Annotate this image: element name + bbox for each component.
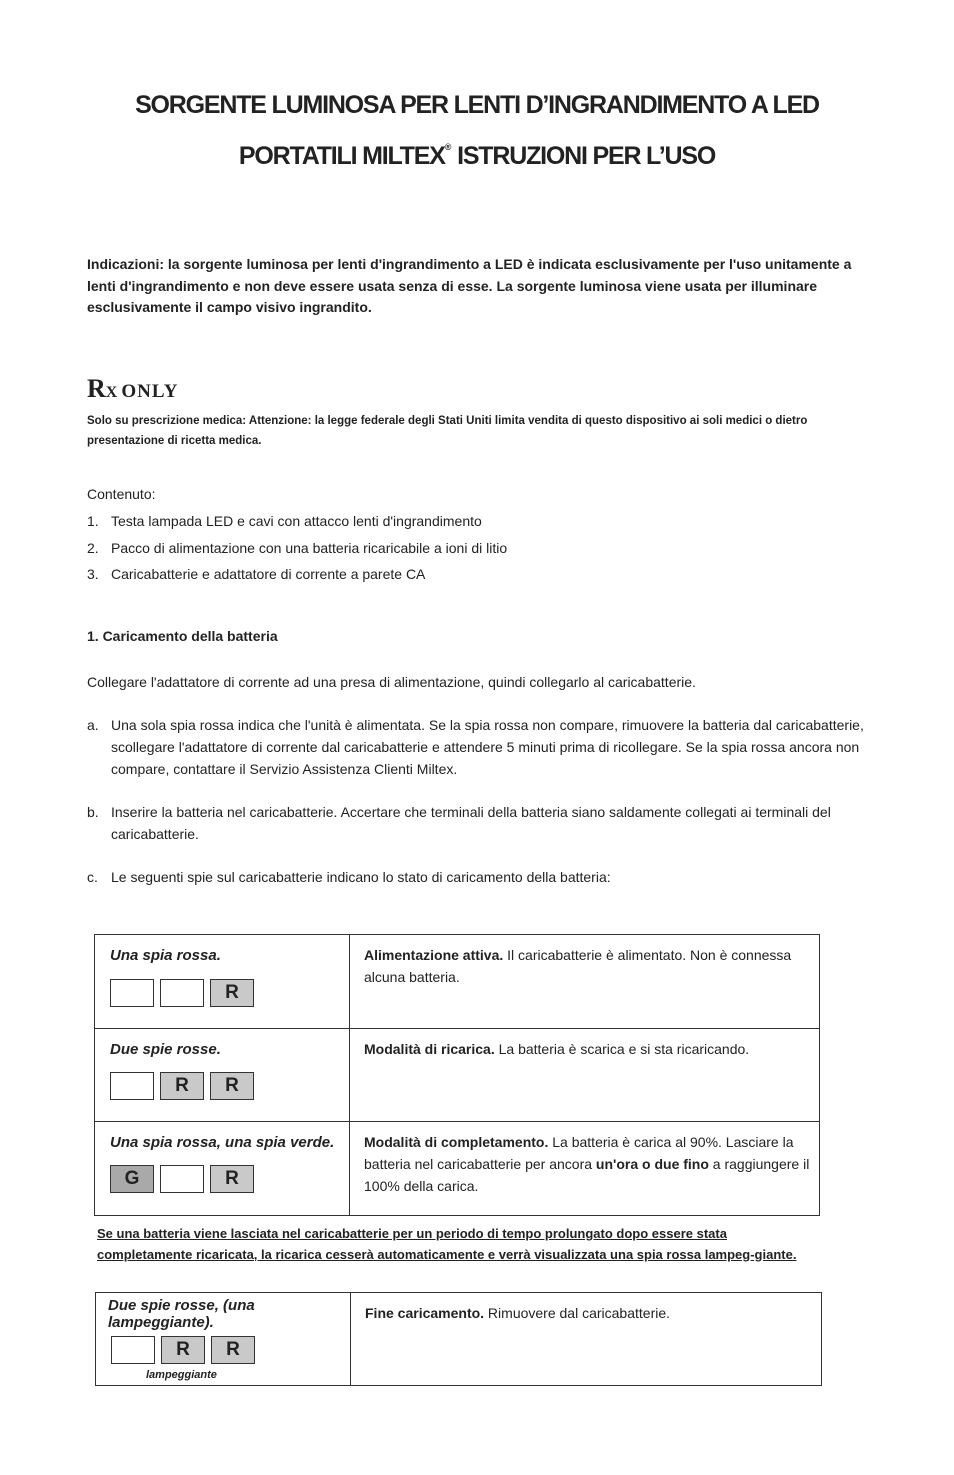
charger-status-table — [94, 934, 820, 1216]
led-indicator-group — [111, 1336, 255, 1364]
state-cell — [95, 935, 350, 1029]
document-title — [60, 84, 894, 177]
rx-only-heading — [87, 374, 179, 404]
list-item — [87, 510, 867, 537]
led-indicator-red: R — [160, 1072, 204, 1100]
section-heading-charging: 1. Caricamento della batteria — [87, 628, 278, 644]
led-indicator-group — [110, 979, 254, 1007]
led-indicator-red: R — [210, 979, 254, 1007]
status-description-emphasis: un'ora o due fino — [595, 1156, 709, 1172]
status-name: Fine caricamento. — [365, 1305, 485, 1321]
list-item — [87, 714, 867, 780]
list-item-text: Testa lampada LED e cavi con attacco lenti d'ingrandimento — [111, 513, 482, 529]
rx-x: X — [105, 384, 118, 401]
status-description: La batteria è carica al 90%. Lasciare la batteria nel caricabatterie per ancora — [364, 1134, 794, 1172]
state-label: Una spia rossa. — [110, 947, 221, 964]
description-cell — [350, 1029, 820, 1122]
list-item-number: c. — [87, 869, 98, 885]
led-indicator-group — [110, 1072, 254, 1100]
status-description-end: a raggiungere il 100% della carica. — [364, 1156, 810, 1194]
led-indicator-red: R — [161, 1336, 205, 1364]
list-item — [87, 866, 867, 888]
table-row — [95, 935, 820, 1029]
table-row — [95, 1122, 820, 1216]
list-item-number: a. — [87, 717, 99, 733]
led-indicator — [110, 1072, 154, 1100]
description-cell — [350, 1122, 820, 1216]
description-cell — [351, 1293, 822, 1386]
rx-r: R — [87, 374, 106, 403]
led-indicator-red: R — [210, 1072, 254, 1100]
status-name: Alimentazione attiva. — [364, 947, 504, 963]
blinking-label: lampeggiante — [146, 1369, 217, 1381]
list-item-number: 2. — [87, 539, 99, 556]
led-indicator-green: G — [110, 1165, 154, 1193]
charge-complete-table — [95, 1292, 822, 1386]
status-name: Modalità di completamento. — [364, 1134, 549, 1150]
contents-heading: Contenuto: — [87, 486, 156, 502]
list-item — [87, 537, 867, 564]
state-label: Una spia rossa, una spia verde. — [110, 1134, 335, 1151]
state-cell — [96, 1293, 351, 1386]
state-label: Due spie rosse, (una lampeggiante). — [108, 1297, 255, 1331]
section-intro: Collegare l'adattatore di corrente ad una presa di alimentazione, quindi collegarlo al caricabatterie. — [87, 674, 696, 690]
title-line-1: SORGENTE LUMINOSA PER LENTI D’INGRANDIMENTO A LED — [135, 91, 819, 119]
list-item-text: Inserire la batteria nel caricabatterie. Accertare che terminali della batteria siano saldamente collegati ai terminali del caricabatterie. — [111, 804, 831, 842]
prescription-note: Solo su prescrizione medica: Attenzione: la legge federale degli Stati Uniti limita vendita di questo dispositivo ai soli medici o dietro presentazione di ricetta medica. — [87, 415, 808, 447]
list-item — [87, 801, 867, 845]
status-description: La batteria è scarica e si sta ricaricando. — [494, 1041, 750, 1057]
led-indicator-group — [110, 1165, 254, 1193]
list-item-text: Le seguenti spie sul caricabatterie indicano lo stato di caricamento della batteria: — [111, 869, 611, 885]
led-indicator — [111, 1336, 155, 1364]
list-item-number: 1. — [87, 513, 99, 529]
rx-only: ONLY — [121, 381, 179, 402]
state-label: Due spie rosse. — [110, 1041, 221, 1058]
list-item-text: Una sola spia rossa indica che l'unità è alimentata. Se la spia rossa non compare, rimuovere la batteria dal caricabatterie, scollegare l'adattatore di corrente dal caricabatterie e attendere 5 minuti prima di ricollegare. Se la spia rossa ancora non compare, contattare il Servizio Assistenza Clienti Miltex. — [111, 717, 864, 777]
title-line-2-a: PORTATILI MILTEX — [238, 142, 445, 170]
list-item-text: Pacco di alimentazione con una batteria ricaricabile a ioni di litio — [111, 539, 508, 556]
status-description: Il caricabatterie è alimentato. Non è connessa alcuna batteria. — [364, 947, 792, 985]
table-row — [96, 1293, 822, 1386]
status-description: Rimuovere dal caricabatterie. — [484, 1305, 671, 1321]
list-item — [87, 563, 867, 590]
steps-list — [87, 714, 867, 909]
description-cell — [350, 935, 820, 1029]
list-item-number: 3. — [87, 566, 99, 582]
status-name: Modalità di ricarica. — [364, 1041, 495, 1057]
warning-note: Se una batteria viene lasciata nel caricabatterie per un periodo di tempo prolungato dopo essere stata completamente ricaricata, la ricarica cesserà automaticamente e verrà visualizzata una spia rossa lampeg-giante. — [97, 1226, 797, 1262]
list-item-number: b. — [87, 804, 99, 820]
led-indicator-red: R — [210, 1165, 254, 1193]
title-line-2-b: ISTRUZIONI PER L’USO — [451, 142, 716, 170]
table-row — [95, 1029, 820, 1122]
contents-list — [87, 510, 867, 590]
state-cell — [95, 1122, 350, 1216]
led-indicator-red-blinking: R — [211, 1336, 255, 1364]
indications-paragraph: Indicazioni: la sorgente luminosa per lenti d'ingrandimento a LED è indicata esclusivamente per l'uso unitamente a lenti d'ingrandimento e non deve essere usata senza di esse. La sorgente luminosa viene usata per illuminare esclusivamente il campo visivo ingrandito. — [87, 256, 852, 315]
led-indicator — [160, 979, 204, 1007]
led-indicator — [160, 1165, 204, 1193]
state-cell — [95, 1029, 350, 1122]
title-line-2 — [60, 126, 894, 177]
registered-mark: ® — [444, 142, 452, 152]
led-indicator — [110, 979, 154, 1007]
list-item-text: Caricabatterie e adattatore di corrente a parete CA — [111, 566, 426, 582]
